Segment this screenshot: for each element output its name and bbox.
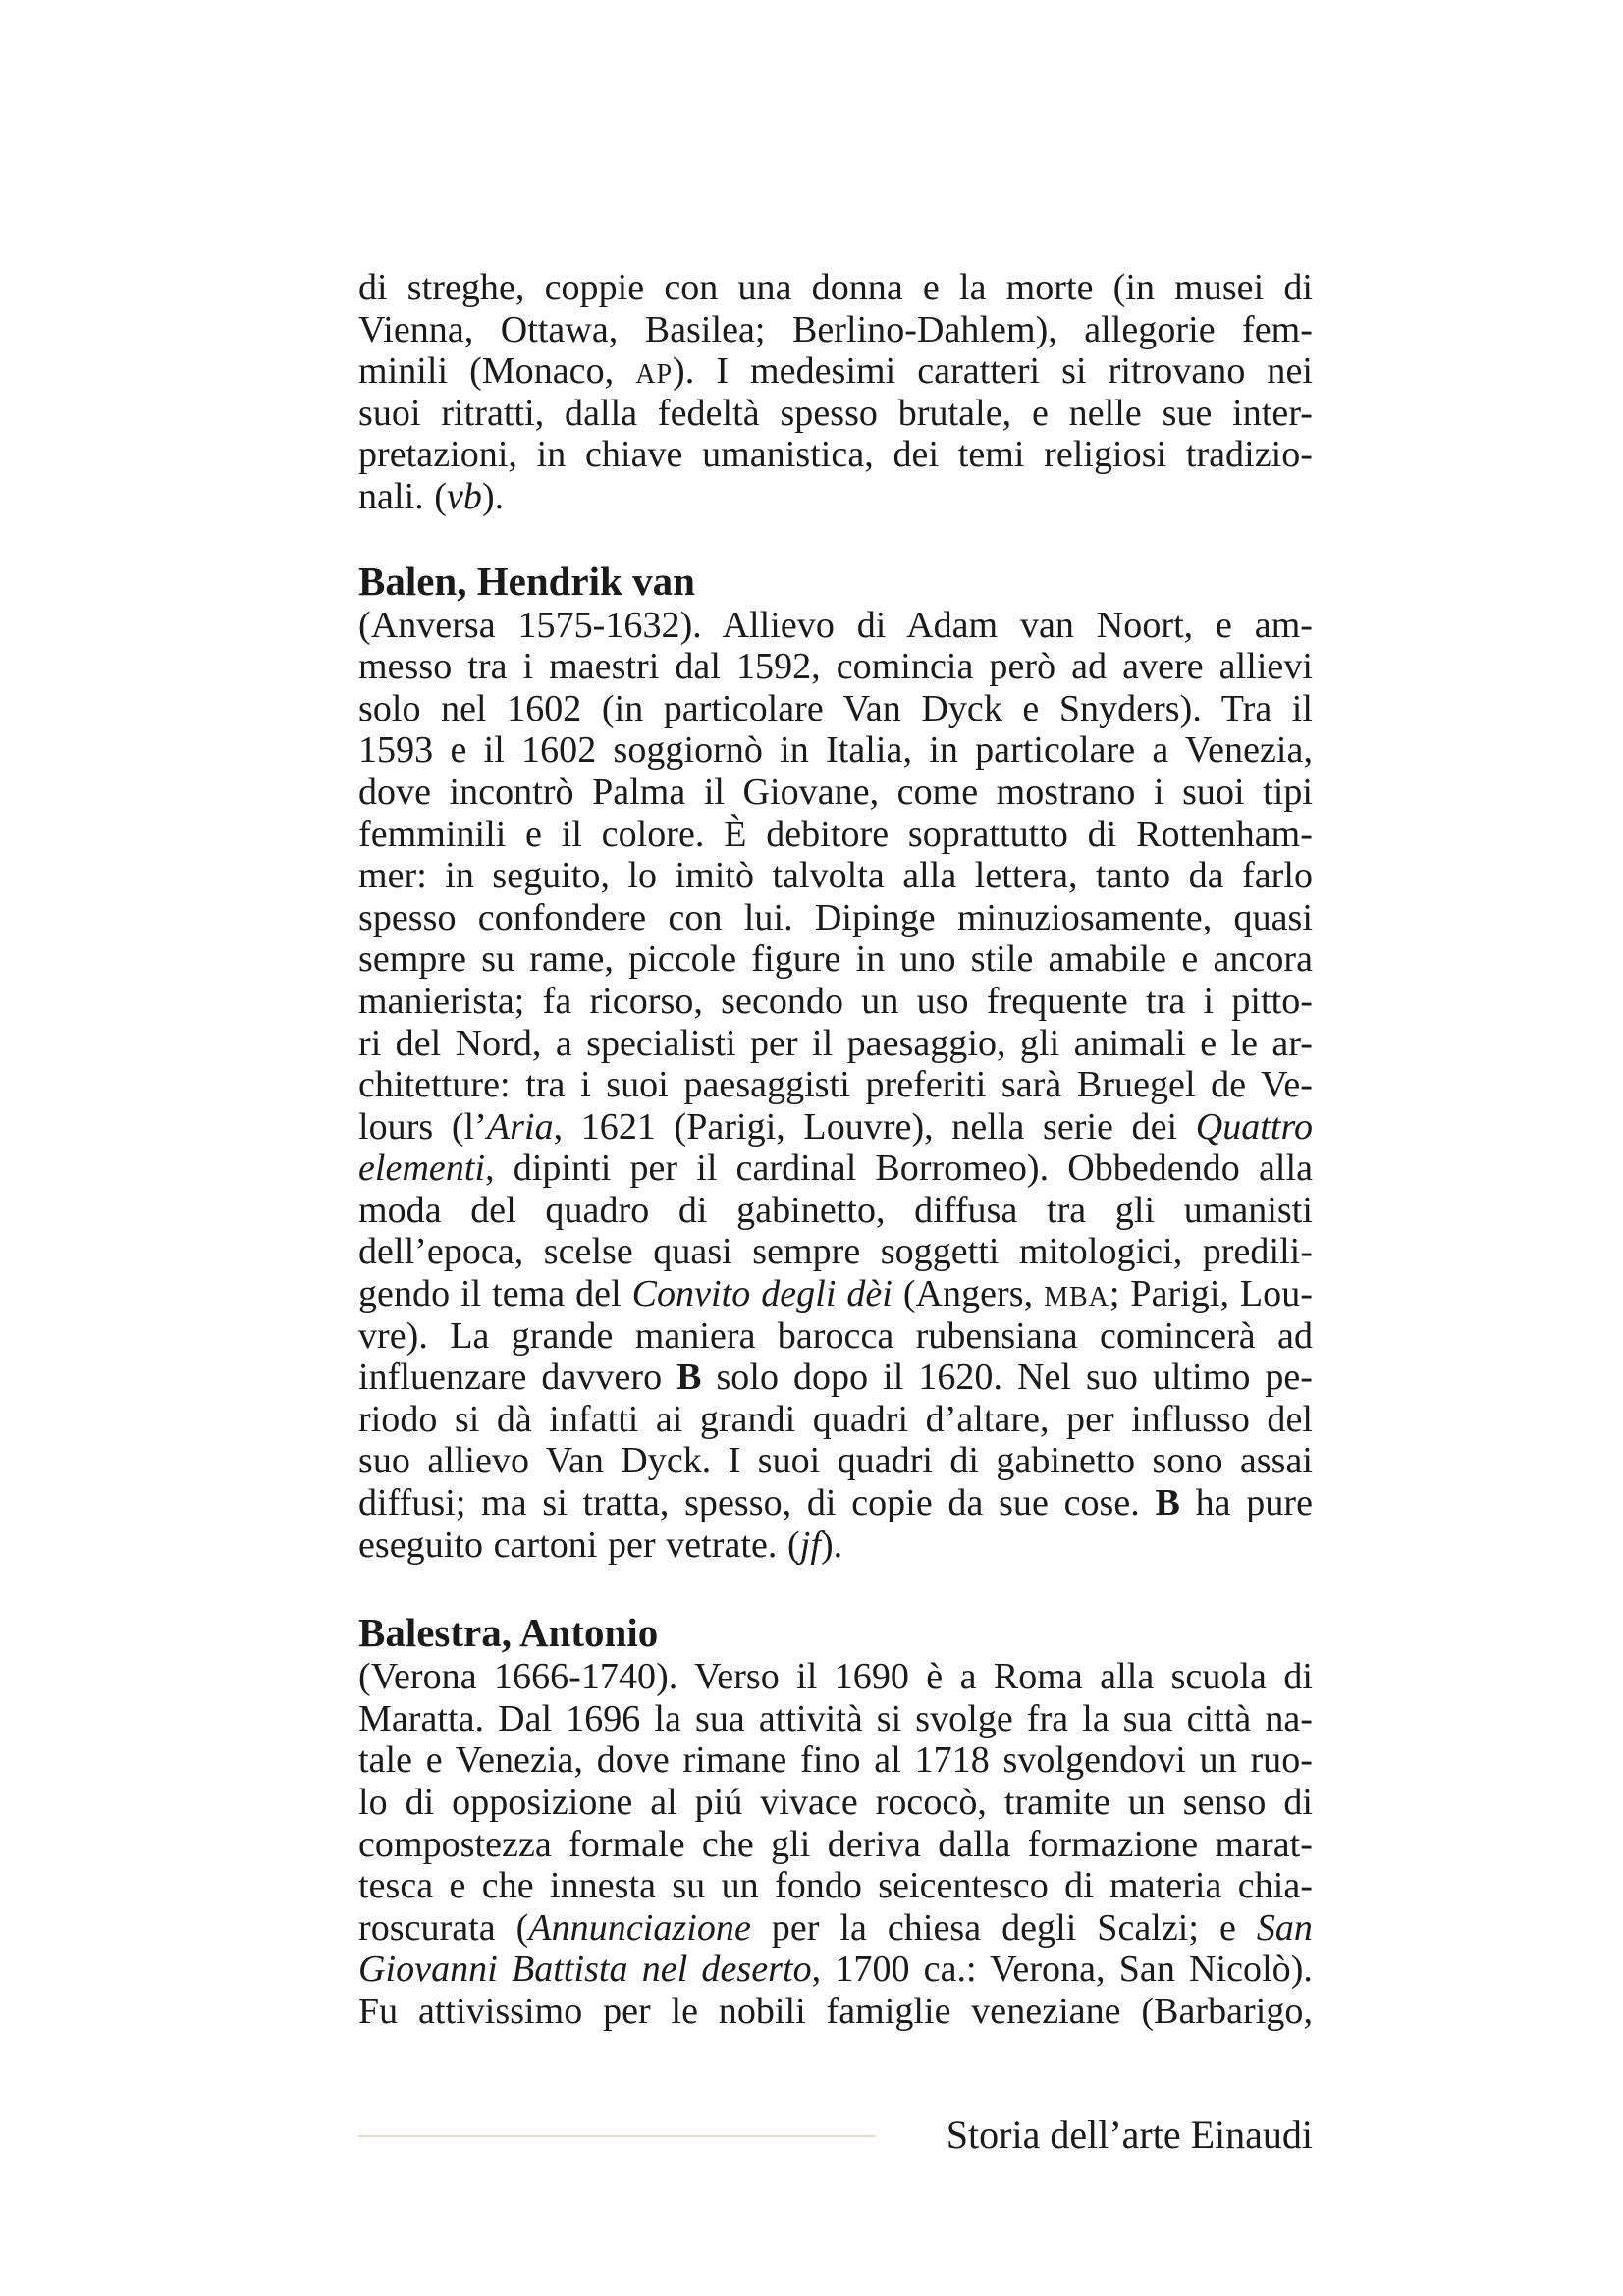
intro-paragraph <box>358 267 1313 518</box>
artwork-title: Annunciazione <box>528 1906 751 1949</box>
text-line: Maratta. Dal 1696 la sua attività si svolge fra la sua città na- <box>358 1697 1313 1739</box>
text-line: nali. (vb). <box>358 475 505 517</box>
text-line: manierista; fa ricorso, secondo un uso frequente tra i pitto- <box>358 980 1313 1022</box>
text-line: elementi, dipinti per il cardinal Borromeo). Obbedendo alla <box>358 1148 1313 1190</box>
artwork-title: San <box>1256 1906 1313 1949</box>
text-line: lo di opposizione al piú vivace rococò, tramite un senso di <box>358 1782 1313 1823</box>
text-line: femminili e il colore. È debitore soprattutto di Rottenham- <box>358 813 1313 855</box>
footer-rule <box>358 2135 876 2137</box>
text-line: tale e Venezia, dove rimane fino al 1718 svolgendovi un ruo- <box>358 1739 1313 1782</box>
text-line: diffusi; ma si tratta, spesso, di copie da sue cose. B ha pure <box>358 1482 1313 1524</box>
text-line: Vienna, Ottawa, Basilea; Berlino-Dahlem), allegorie fem- <box>358 308 1313 350</box>
text-line: (Anversa 1575-1632). Allievo di Adam van Noort, e am- <box>358 604 1313 646</box>
author-initials: jf <box>799 1523 821 1566</box>
artwork-title: Aria <box>486 1105 554 1148</box>
text-line: moda del quadro di gabinetto, diffusa tra gli umanisti <box>358 1189 1313 1231</box>
entry-balen <box>358 558 1313 1567</box>
text-line: gendo il tema del Convito degli dèi (Angers, MBA; Parigi, Lou- <box>358 1273 1313 1315</box>
text-line: Giovanni Battista nel deserto, 1700 ca.: Verona, San Nicolò). <box>358 1949 1313 1991</box>
text-line: chitetture: tra i suoi paesaggisti preferiti sarà Bruegel de Ve- <box>358 1064 1313 1106</box>
text-line: ri del Nord, a specialisti per il paesaggio, gli animali e le ar- <box>358 1022 1313 1064</box>
abbreviation: MBA <box>1044 1282 1109 1313</box>
artwork-title: Convito degli dèi <box>631 1273 893 1315</box>
text-line: solo nel 1602 (in particolare Van Dyck e Snyders). Tra il <box>358 687 1313 729</box>
abbreviation: AP <box>635 359 674 391</box>
text-line: spesso confondere con lui. Dipinge minuziosamente, quasi <box>358 896 1313 938</box>
entry-heading: Balestra, Antonio <box>358 1610 659 1656</box>
page-body <box>358 267 1313 2033</box>
text-line: 1593 e il 1602 soggiornò in Italia, in particolare a Venezia, <box>358 729 1313 772</box>
footer-publication-title: Storia dell’arte Einaudi <box>946 2112 1313 2157</box>
entry-heading: Balen, Hendrik van <box>358 558 695 604</box>
text-line: mer: in seguito, lo imitò talvolta alla lettera, tanto da farlo <box>358 855 1313 897</box>
entry-balestra <box>358 1609 1313 2032</box>
text-line: riodo si dà infatti ai grandi quadri d’altare, per influsso del <box>358 1398 1313 1440</box>
text-line: vre). La grande maniera barocca rubensiana comincerà ad <box>358 1314 1313 1357</box>
subject-initial: B <box>676 1357 702 1399</box>
text-line: minili (Monaco, AP). I medesimi caratteri si ritrovano nei <box>358 350 1313 393</box>
text-line: Fu attivissimo per le nobili famiglie veneziane (Barbarigo, <box>358 1990 1313 2032</box>
text-line: influenzare davvero B solo dopo il 1620. Nel suo ultimo pe- <box>358 1357 1313 1399</box>
text-line: pretazioni, in chiave umanistica, dei temi religiosi tradizio- <box>358 434 1313 476</box>
text-line: sempre su rame, piccole figure in uno stile amabile e ancora <box>358 938 1313 981</box>
text-line: compostezza formale che gli deriva dalla formazione marat- <box>358 1823 1313 1865</box>
text-line: dell’epoca, scelse quasi sempre soggetti mitologici, predili- <box>358 1231 1313 1273</box>
artwork-title: elementi <box>358 1148 486 1190</box>
text-line: (Verona 1666-1740). Verso il 1690 è a Roma alla scuola di <box>358 1656 1313 1698</box>
text-line: tesca e che innesta su un fondo seicentesco di materia chia- <box>358 1865 1313 1907</box>
text-line: roscurata (Annunciazione per la chiesa degli Scalzi; e San <box>358 1906 1313 1949</box>
text-line: suoi ritratti, dalla fedeltà spesso brutale, e nelle sue inter- <box>358 392 1313 434</box>
author-initials: vb <box>447 475 482 517</box>
text-line: suo allievo Van Dyck. I suoi quadri di gabinetto sono assai <box>358 1440 1313 1482</box>
text-line: eseguito cartoni per vetrate. (jf). <box>358 1523 843 1566</box>
artwork-title: Giovanni Battista nel deserto <box>358 1949 812 1991</box>
text-line: messo tra i maestri dal 1592, comincia però ad avere allievi <box>358 646 1313 688</box>
artwork-title: Quattro <box>1195 1105 1313 1148</box>
subject-initial: B <box>1155 1482 1180 1524</box>
text-line: di streghe, coppie con una donna e la morte (in musei di <box>358 267 1313 308</box>
text-line: lours (l’Aria, 1621 (Parigi, Louvre), nella serie dei Quattro <box>358 1105 1313 1148</box>
text-line: dove incontrò Palma il Giovane, come mostrano i suoi tipi <box>358 771 1313 813</box>
